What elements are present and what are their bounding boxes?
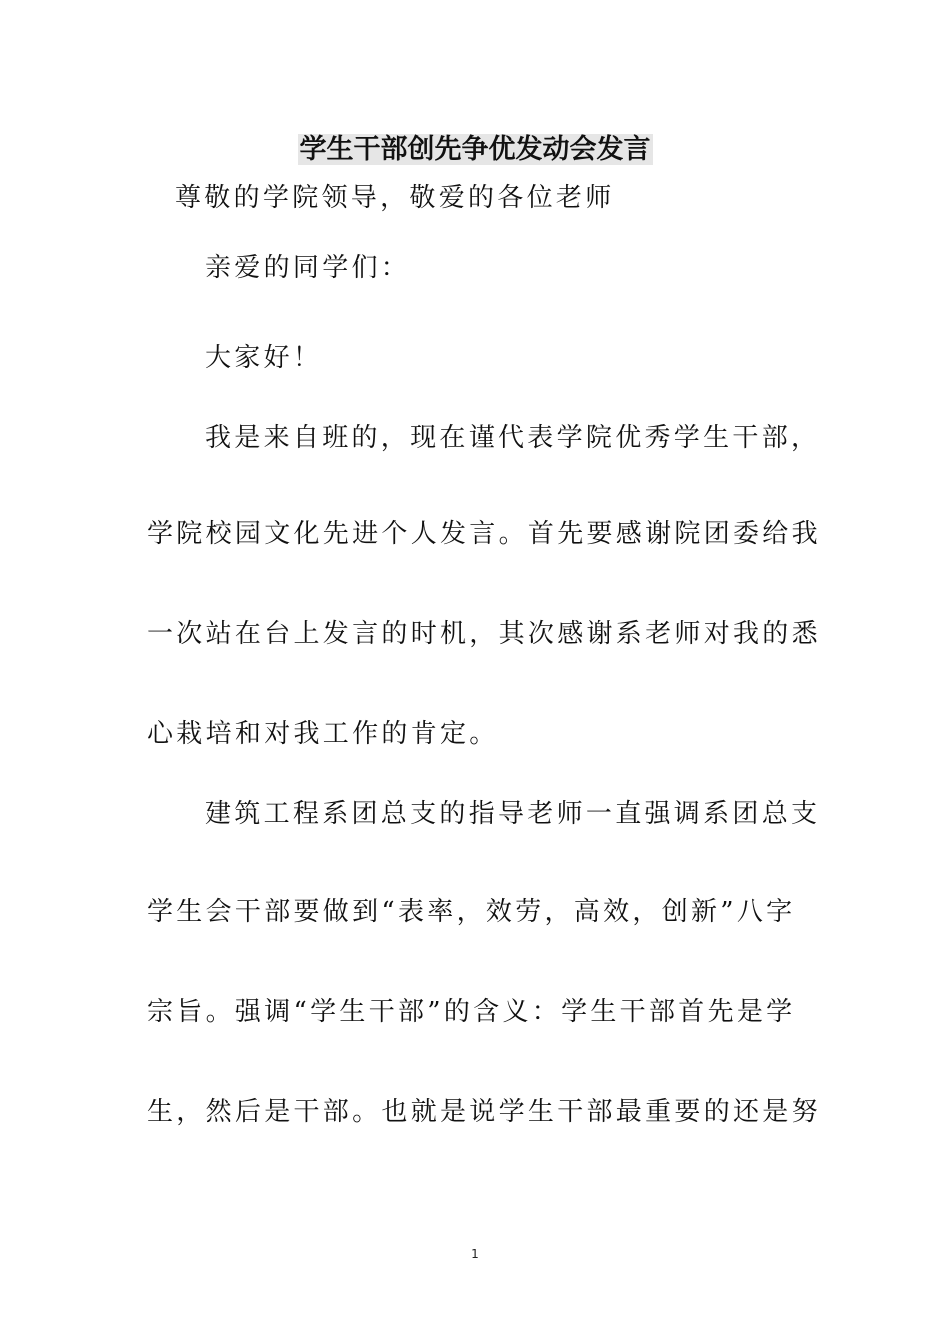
body-line: 生，然后是干部。也就是说学生干部最重要的还是努 bbox=[147, 1097, 821, 1127]
body-line: 建筑工程系团总支的指导老师一直强调系团总支 bbox=[205, 799, 821, 829]
body-line: 学生会干部要做到“表率，效劳，高效，创新”八字 bbox=[147, 897, 796, 927]
body-line: 心栽培和对我工作的肯定。 bbox=[147, 719, 499, 749]
body-line: 学院校园文化先进个人发言。首先要感谢院团委给我 bbox=[147, 519, 821, 549]
body-line: 我是来自班的，现在谨代表学院优秀学生干部， bbox=[205, 423, 821, 453]
document-title bbox=[0, 130, 950, 170]
body-line: 宗旨。强调“学生干部”的含义：学生干部首先是学 bbox=[147, 997, 796, 1027]
document-title-text: 学生干部创先争优发动会发言 bbox=[299, 134, 651, 165]
page-number: 1 bbox=[471, 1247, 479, 1261]
salutation-students: 亲爱的同学们： bbox=[205, 253, 411, 283]
salutation-line: 尊敬的学院领导，敬爱的各位老师 bbox=[175, 183, 615, 213]
body-line: 一次站在台上发言的时机，其次感谢系老师对我的悉 bbox=[147, 619, 821, 649]
greeting-line: 大家好！ bbox=[205, 343, 323, 373]
